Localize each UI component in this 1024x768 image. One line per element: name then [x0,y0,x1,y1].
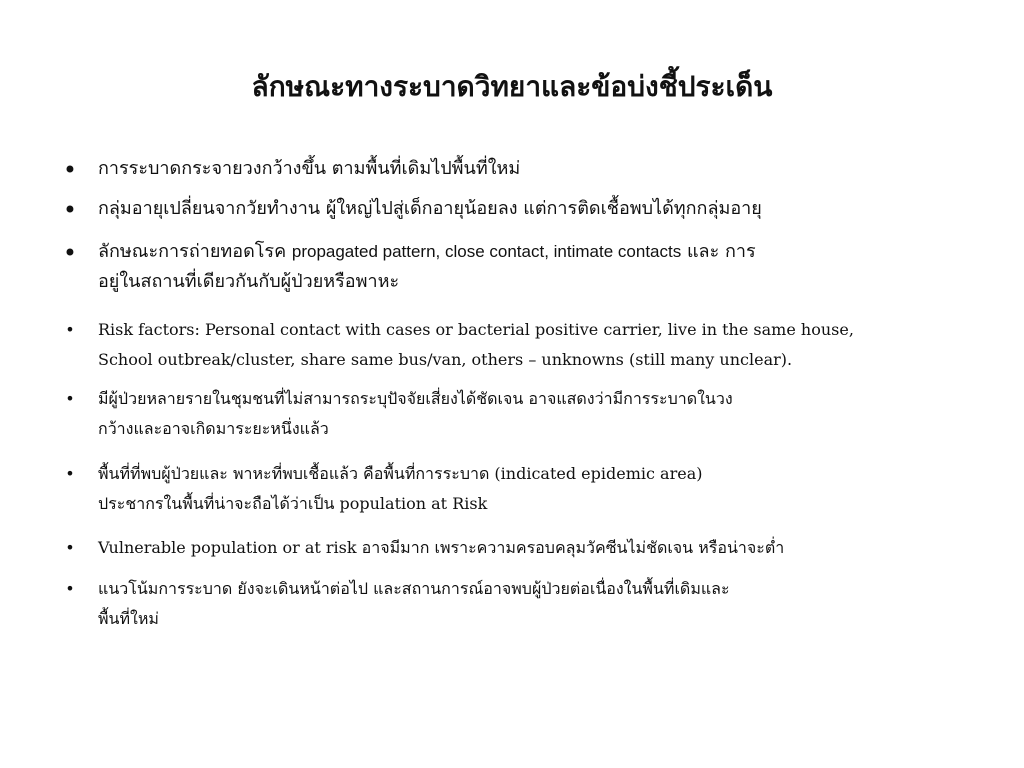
bullet-text [98,194,958,224]
bullet-text [98,574,958,634]
bullet-text [98,154,958,184]
bullet-text [98,384,958,444]
bullet-line: การระบาดกระจายวงกว้างขึ้น ตามพื้นที่เดิมไปพื้นที่ใหม่ [98,158,521,179]
bullet-line-thai-prefix: ลักษณะการถ่ายทอดโรค [98,241,287,262]
bullet-text [98,459,958,519]
bullet-dot-icon: • [65,538,75,557]
bullet-text [98,533,958,563]
bullet-text [98,237,958,297]
slide-title: ลักษณะทางระบาดวิทยาและข้อบ่งชี้ประเด็น [251,69,773,103]
bullet-line: อยู่ในสถานที่เดียวกันกับผู้ป่วยหรือพาหะ [98,271,400,292]
bullet-line: Risk factors: Personal contact with cases or bacterial positive carrier, live in the same house, [98,320,854,339]
bullet-line: แนวโน้มการระบาด ยังจะเดินหน้าต่อไป และสถานการณ์อาจพบผู้ป่วยต่อเนื่องในพื้นที่เดิมและ [98,579,730,598]
bullet-line: พื้นที่ใหม่ [98,609,159,628]
bullet-line: กลุ่มอายุเปลี่ยนจากวัยทำงาน ผู้ใหญ่ไปสู่เด็กอายุน้อยลง แต่การติดเชื้อพบได้ทุกกลุ่มอายุ [98,198,762,219]
bullet-line: กว้างและอาจเกิดมาระยะหนึ่งแล้ว [98,419,329,438]
bullet-dot-icon: • [62,239,78,267]
bullet-line-thai-suffix: และ การ [686,241,756,262]
bullet-dot-icon: • [62,156,78,184]
bullet-line: School outbreak/cluster, share same bus/van, others – unknowns (still many unclear). [98,350,793,369]
bullet-line: Vulnerable population or at risk อาจมีมาก เพราะความครอบคลุมวัคซีนไม่ชัดเจน หรือน่าจะต่ำ [98,538,785,557]
bullet-line-english: propagated pattern, close contact, intimate contacts [291,242,682,261]
bullet-dot-icon: • [65,464,75,483]
bullet-dot-icon: • [65,320,75,339]
bullet-line: ประชากรในพื้นที่น่าจะถือได้ว่าเป็น population at Risk [98,494,488,513]
bullet-dot-icon: • [65,389,75,408]
bullet-text [98,315,958,375]
bullet-line [98,237,958,267]
bullet-dot-icon: • [62,196,78,224]
bullet-line: มีผู้ป่วยหลายรายในชุมชนที่ไม่สามารถระบุปัจจัยเสี่ยงได้ชัดเจน อาจแสดงว่ามีการระบาดในวง [98,389,733,408]
bullet-dot-icon: • [65,579,75,598]
bullet-line: พื้นที่ที่พบผู้ป่วยและ พาหะที่พบเชื้อแล้ว คือพื้นที่การระบาด (indicated epidemic area) [98,464,703,483]
